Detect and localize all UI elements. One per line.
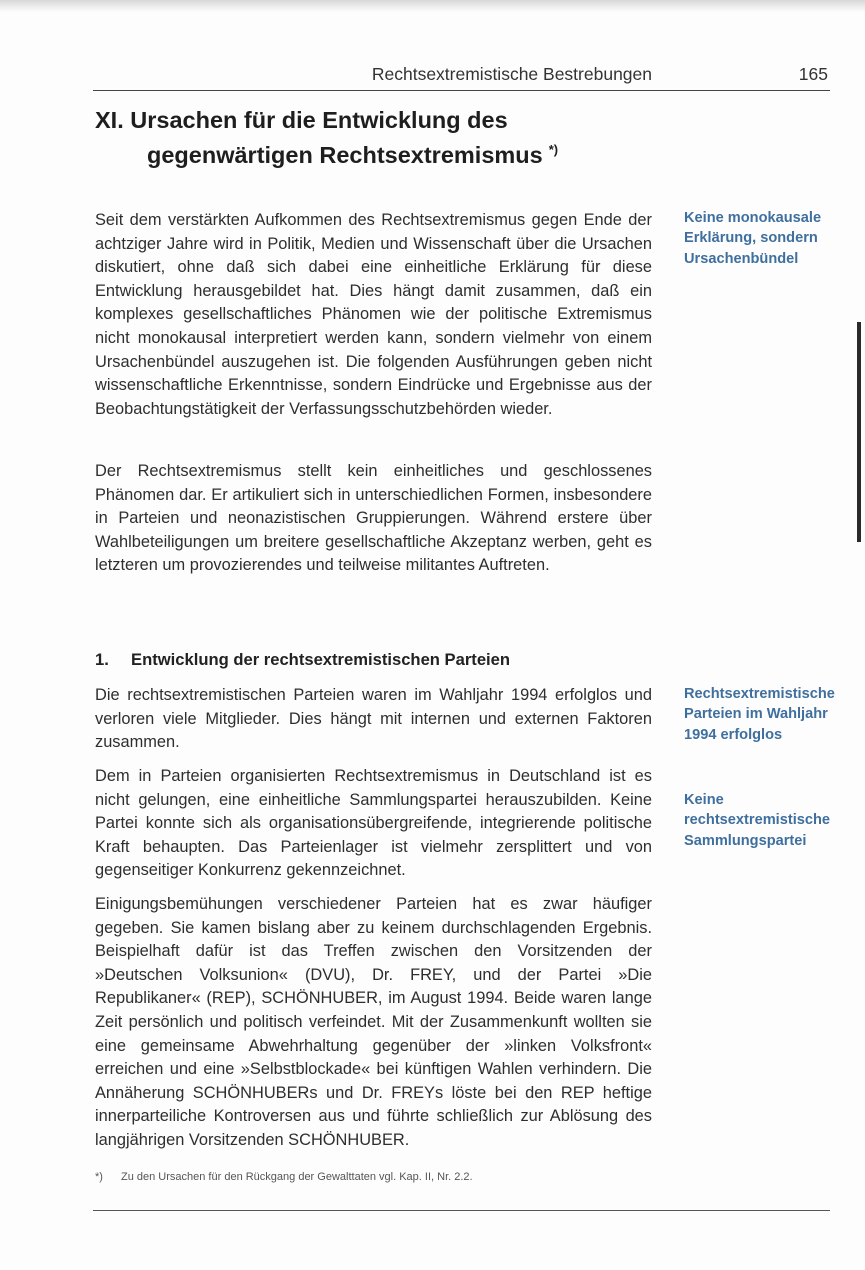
paragraph-4 <box>95 765 652 883</box>
paragraph-1 <box>95 209 652 421</box>
running-head: Rechtsextremistische Bestrebungen <box>371 64 652 84</box>
paragraph-5-text: Einigungsbemühungen verschiedener Parteien hat es zwar häufiger gegeben. Sie kamen bislang aber zu keinem durchschlagenden Ergebnis. Beispielhaft dafür ist das Treffen zwischen den Vorsitzenden der »Deutschen Volksunion« (DVU), Dr. FREY, und der Partei »Die Republikaner« (REP), SCHÖNHUBER, im August 1994. Beide waren lange Zeit persönlich und politisch verfeindet. Mit der Zusammenkunft wollten sie eine gemeinsame Abwehrhaltung gegenüber der »linken Volksfront« erreichen und eine »Selbstblockade« bei künftigen Wahlen verhindern. Die Annäherung SCHÖNHUBERs und Dr. FREYs löste bei den REP heftige innerparteiliche Kontroversen aus und führte schließlich zur Ablösung des langjährigen Vorsitzenden SCHÖNHUBER. <box>95 895 652 1149</box>
chapter-title <box>95 105 655 170</box>
section-heading <box>95 650 655 670</box>
chapter-title-line1: XI. Ursachen für die Entwicklung des <box>95 107 508 133</box>
margin-note-2: Rechtsextremistische Parteien im Wahljahr 1994 erfolglos <box>684 686 835 743</box>
footnote-text: Zu den Ursachen für den Rückgang der Gewalttaten vgl. Kap. II, Nr. 2.2. <box>121 1171 473 1183</box>
margin-note-3: Keine rechtsextremistische Sammlungspartei <box>684 792 831 849</box>
chapter-footnote-marker: *) <box>548 142 559 157</box>
section-title: Entwicklung der rechtsextremistischen Parteien <box>131 650 511 669</box>
footer-rule <box>93 1210 830 1211</box>
scan-edge <box>0 0 865 12</box>
paragraph-3 <box>95 684 652 755</box>
paragraph-5 <box>95 893 652 1153</box>
paragraph-4-text: Dem in Parteien organisierten Rechtsextremismus in Deutschland ist es nicht gelungen, eine einheitliche Sammlungspartei herauszubilden. Keine Partei konnte sich als organisationsübergreifende, integrierende politische Kraft behaupten. Das Parteienlager ist vielmehr zersplittert und von gegenseitiger Konkurrenz gekennzeichnet. <box>95 767 652 880</box>
margin-note-1: Keine monokausale Erklärung, sondern Ursachenbündel <box>684 210 822 267</box>
footnote-marker: *) <box>95 1171 103 1183</box>
paragraph-1-text: Seit dem verstärkten Aufkommen des Rechtsextremismus gegen Ende der achtziger Jahre wird in Politik, Medien und Wissenschaft über die Ursachen diskutiert, ohne daß sich dabei eine einheitliche Erklärung für diese Entwicklung herausgebildet hat. Dies hängt damit zusammen, daß ein komplexes gesellschaftliches Phänomen wie der politische Extremismus nicht monokausal interpretiert werden kann, sondern vielmehr von einem Ursachenbündel auszugehen ist. Die folgenden Ausführungen geben nicht wissenschaftliche Erkenntnisse, sondern Eindrücke und Ergebnisse aus der Beobachtungstätigkeit der Verfassungsschutzbehörden wieder. <box>95 211 652 418</box>
page-number: 165 <box>798 64 828 84</box>
page-edge-marker <box>857 322 861 542</box>
section-number: 1. <box>95 650 109 669</box>
paragraph-2-text: Der Rechtsextremismus stellt kein einheitliches und geschlossenes Phänomen dar. Er artikuliert sich in unterschiedlichen Formen, insbesondere in Parteien und neonazistischen Gruppierungen. Während erstere über Wahlbeteiligungen um breitere gesellschaftliche Akzeptanz werben, geht es letzteren um provozierendes und teilweise militantes Auftreten. <box>95 462 652 575</box>
chapter-title-line2: gegenwärtigen Rechtsextremismus <box>147 141 543 168</box>
footnote <box>95 1171 655 1183</box>
paragraph-3-text: Die rechtsextremistischen Parteien waren im Wahljahr 1994 erfolglos und verloren viele Mitglieder. Dies hängt mit internen und externen Faktoren zusammen. <box>95 686 652 752</box>
paragraph-2 <box>95 460 652 578</box>
header-rule <box>93 90 830 91</box>
chapter-title-line2-wrap <box>95 135 655 170</box>
